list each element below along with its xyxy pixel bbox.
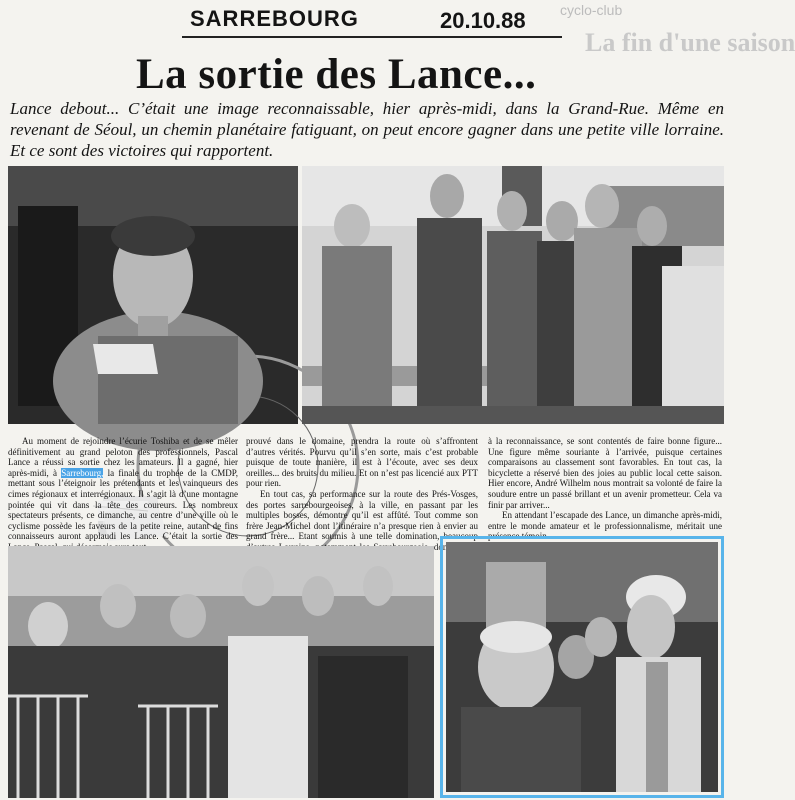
photo-group-podium <box>302 166 724 424</box>
place-highlight: Sarrebourg, <box>61 467 104 478</box>
col1-text-start: Au moment de rejoindre l’écurie Toshiba et de se mêler définitivement au grand peloton des professionnels, Pascal Lance a réussi sa sortie chez les amateurs. Il a gagné, hier après-midi, à <box>8 436 238 478</box>
highlight-frame <box>440 536 724 798</box>
article-title: La sortie des Lance... <box>136 51 537 98</box>
article-lead: Lance debout... C’était une image reconnaissable, hier après-midi, dans la Grand-Rue. Même en revenant de Séoul, un chemin planétaire fatiguant, on peut encore gagner dans une petite ville lorraine. Et ce sont des victoires qui rapportent. <box>10 99 724 160</box>
col1-text-end: la finale du trophée de la CMDP, mettant sous l’éteignoir les prétendants et les vainqueurs des cimes régionaux et interrégionaux. Il s’agit là d’une montagne pointée qui vit dans la tête des coureurs. Les nombreux spectateurs présents, ce dimanche, au centre d’une ville où le cyclisme possède les faveurs de la petite reine, autant de fins connaisseurs auront applaudi les Lance. C’était la sortie des <box>8 467 238 542</box>
bleed-through-tag: cyclo-club <box>560 2 623 18</box>
date-stamp: 20.10.88 <box>440 8 526 33</box>
city-heading: SARREBOURG <box>190 6 359 31</box>
col2-paragraph-2: En tout cas, sa performance sur la route des Prés-Vosges, des portes sarrebourgeoises, à la ville, en passant par les multiples bosses, démontre qu’il est affûté. Tout comme son frère Jean-Michel dont l’itinéraire n’a presque rien à envier au grand frère... Etant soumis à une telle domination, beaucoup dont <box>246 488 478 552</box>
col3-paragraph-2: En attendant l’escapade des Lance, un dimanche après-midi, entre le monde amateur et le professionnalisme, méritait une présence témoin... <box>488 510 722 542</box>
column-1 <box>8 436 238 553</box>
bleed-through-title: La fin d'une saison <box>585 28 795 57</box>
col3-paragraph-1: à la reconnaissance, se sont contentés de faire bonne figure... Une figure même souriante à l’arrivée, puisque certaines comparaisons au classement sont favorables. En tout cas, la bicyclette a réservé bien des joies au public local cette saison. Hier encore, André Wilhelm nous montrait sa volonté de faire la soudure entre un passé brillant et un avenir prometteur. Cela va finir par arriver... <box>488 436 722 510</box>
column-3 <box>488 436 722 542</box>
header-rule <box>182 36 562 38</box>
photo-rider-portrait <box>8 166 298 424</box>
photo-spectator-crowd <box>8 546 434 798</box>
col2-paragraph-1: prouvé dans le domaine, prendra la route où s’affrontent d’autres vérités. Pourvu qu’il s’en sorte, mais c’est probable puisque de toute manière, il est à l’écoute, avec ses deux oreilles... des bruits du milieu. Et on n’est pas licencié aux PTT pour rien. <box>246 436 478 489</box>
